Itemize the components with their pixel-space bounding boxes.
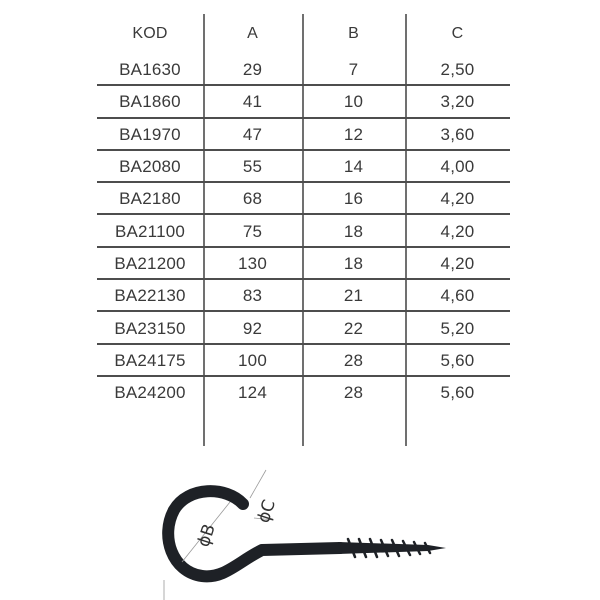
cell-c: 4,00	[440, 157, 475, 177]
cell-c: 5,20	[440, 318, 475, 338]
header-c: C	[451, 25, 464, 42]
cell-c: 4,20	[440, 253, 475, 273]
table-row	[97, 312, 510, 344]
cell-b: 21	[343, 286, 364, 306]
cell-c: 4,20	[440, 221, 475, 241]
cell-b: 28	[343, 383, 364, 403]
table-row	[97, 119, 510, 151]
cell-c: 4,60	[440, 286, 475, 306]
dimension-table	[97, 14, 510, 409]
cell-b: 18	[343, 221, 364, 241]
cell-b: 22	[343, 318, 364, 338]
label-diameter-b: ϕB	[193, 521, 220, 550]
table-row	[97, 183, 510, 215]
cell-kod: BA2180	[119, 189, 181, 209]
cell-a: 29	[242, 60, 263, 80]
table-row	[97, 248, 510, 280]
header-a: A	[247, 25, 258, 42]
cell-kod: BA24200	[114, 383, 186, 403]
table-row	[97, 345, 510, 377]
label-diameter-c: ϕC	[253, 497, 280, 526]
cell-kod: BA21100	[114, 221, 186, 241]
cell-c: 4,20	[440, 189, 475, 209]
cell-a: 55	[242, 157, 263, 177]
cell-kod: BA1630	[119, 60, 181, 80]
cell-b: 10	[343, 92, 364, 112]
screw-eye-hook-diagram	[150, 452, 450, 600]
cell-a: 75	[242, 221, 263, 241]
table-header	[97, 14, 510, 54]
cell-a: 124	[238, 383, 267, 403]
cell-a: 68	[242, 189, 263, 209]
table-row	[97, 280, 510, 312]
cell-a: 41	[242, 92, 263, 112]
table-row	[97, 377, 510, 409]
cell-kod: BA1970	[119, 124, 181, 144]
cell-c: 3,20	[440, 92, 475, 112]
cell-b: 14	[343, 157, 364, 177]
header-b: B	[348, 25, 359, 42]
cell-c: 5,60	[440, 350, 475, 370]
cell-kod: BA2080	[119, 157, 181, 177]
table-row	[97, 151, 510, 183]
cell-c: 5,60	[440, 383, 475, 403]
cell-kod: BA24175	[114, 350, 186, 370]
cell-c: 3,60	[440, 124, 475, 144]
hook-eye-loop	[168, 491, 340, 576]
cell-kod: BA21200	[114, 253, 186, 273]
table-row	[97, 215, 510, 247]
cell-a: 92	[242, 318, 263, 338]
cell-kod: BA23150	[114, 318, 186, 338]
table-row	[97, 86, 510, 118]
cell-a: 83	[242, 286, 263, 306]
cell-c: 2,50	[440, 60, 475, 80]
table-row	[97, 54, 510, 86]
cell-a: 100	[238, 350, 267, 370]
cell-kod: BA22130	[114, 286, 186, 306]
cell-b: 28	[343, 350, 364, 370]
cell-a: 130	[238, 253, 267, 273]
cell-b: 18	[343, 253, 364, 273]
cell-b: 12	[343, 124, 364, 144]
cell-b: 7	[348, 60, 359, 80]
cell-a: 47	[242, 124, 263, 144]
header-kod: KOD	[132, 25, 168, 42]
dimension-line-c	[250, 470, 266, 498]
cell-b: 16	[343, 189, 364, 209]
cell-kod: BA1860	[119, 92, 181, 112]
